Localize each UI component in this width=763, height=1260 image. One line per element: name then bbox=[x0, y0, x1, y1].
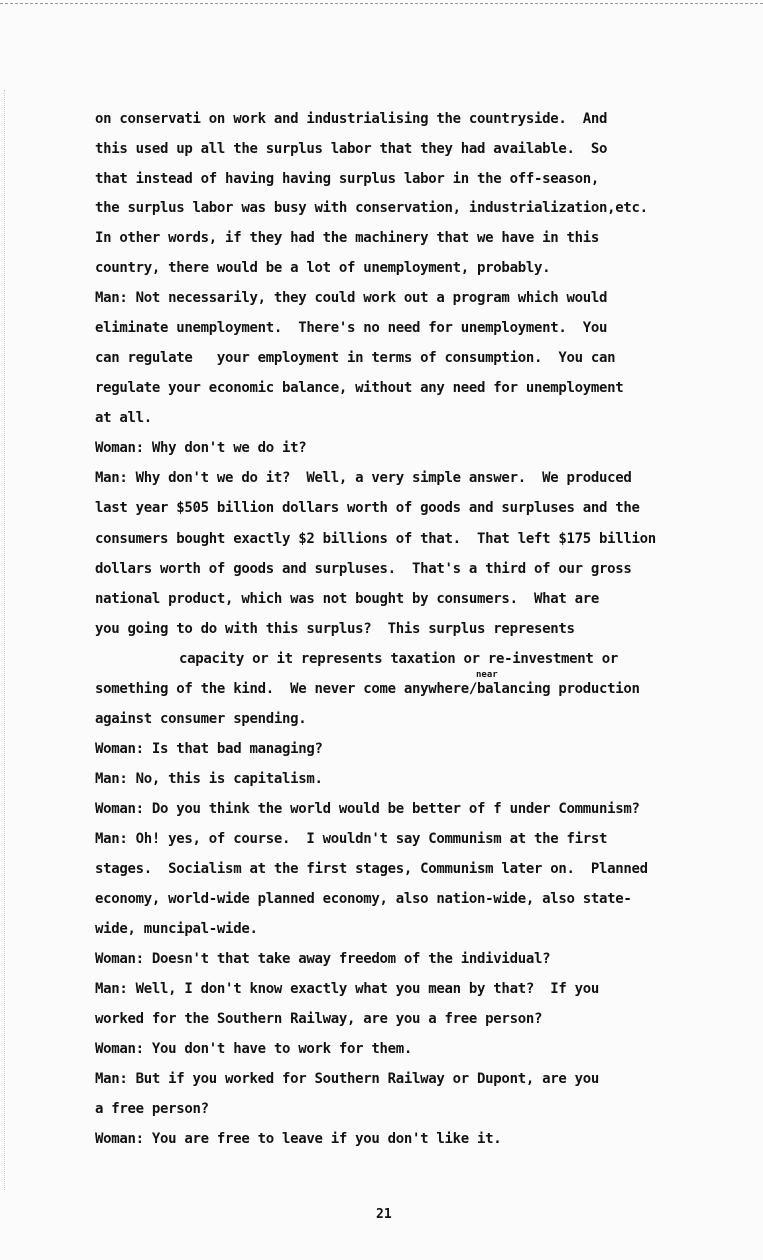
text-line: Woman: Doesn't that take away freedom of the individual? bbox=[95, 951, 551, 967]
text-line: dollars worth of goods and surpluses. That's a third of our gross bbox=[95, 561, 632, 577]
text-line: In other words, if they had the machinery that we have in this bbox=[95, 230, 599, 246]
text-line: on conservati on work and industrialising the countryside. And bbox=[95, 111, 608, 127]
text-line: Man: Not necessarily, they could work out a program which would bbox=[95, 290, 608, 306]
text-line: Man: Well, I don't know exactly what you mean by that? If you bbox=[95, 981, 599, 997]
text-line: national product, which was not bought by consumers. What are bbox=[95, 591, 599, 607]
text-line: Woman: Is that bad managing? bbox=[95, 741, 323, 757]
page-number: 21 bbox=[376, 1207, 392, 1222]
text-line: at all. bbox=[95, 410, 152, 426]
text-line: the surplus labor was busy with conservation, industrialization,etc. bbox=[95, 200, 648, 216]
text-line: can regulate your employment in terms of consumption. You can bbox=[95, 350, 616, 366]
text-line: a free person? bbox=[95, 1101, 209, 1117]
text-line: against consumer spending. bbox=[95, 711, 307, 727]
text-line: economy, world-wide planned economy, also nation-wide, also state- bbox=[95, 891, 632, 907]
text-line: that instead of having having surplus labor in the off-season, bbox=[95, 171, 599, 187]
text-line: stages. Socialism at the first stages, Communism later on. Planned bbox=[95, 861, 648, 877]
text-line: this used up all the surplus labor that they had available. So bbox=[95, 141, 608, 157]
text-line: Man: Why don't we do it? Well, a very simple answer. We produced bbox=[95, 470, 632, 486]
text-line: Man: Oh! yes, of course. I wouldn't say Communism at the first bbox=[95, 831, 608, 847]
text-line: Woman: You don't have to work for them. bbox=[95, 1041, 413, 1057]
text-line: capacity or it represents taxation or re-investment or bbox=[179, 651, 618, 667]
text-line: consumers bought exactly $2 billions of that. That left $175 billion bbox=[95, 531, 656, 547]
text-line: Man: But if you worked for Southern Railway or Dupont, are you bbox=[95, 1071, 599, 1087]
top-edge-rule bbox=[0, 3, 763, 4]
text-line: Woman: You are free to leave if you don't like it. bbox=[95, 1131, 502, 1147]
handwritten-insertion: near bbox=[476, 670, 498, 680]
text-line: worked for the Southern Railway, are you a free person? bbox=[95, 1011, 543, 1027]
text-line: wide, muncipal-wide. bbox=[95, 921, 258, 937]
text-line: eliminate unemployment. There's no need for unemployment. You bbox=[95, 320, 608, 336]
text-line: regulate your economic balance, without any need for unemployment bbox=[95, 380, 624, 396]
text-line: something of the kind. We never come anywhere/balancing production bbox=[95, 681, 640, 697]
text-line: you going to do with this surplus? This surplus represents bbox=[95, 621, 575, 637]
text-line: Man: No, this is capitalism. bbox=[95, 771, 323, 787]
text-line: country, there would be a lot of unemployment, probably. bbox=[95, 260, 551, 276]
text-line: Woman: Why don't we do it? bbox=[95, 440, 307, 456]
text-line: Woman: Do you think the world would be better of f under Communism? bbox=[95, 801, 640, 817]
left-margin-specks bbox=[4, 90, 7, 1190]
text-line: last year $505 billion dollars worth of goods and surpluses and the bbox=[95, 500, 640, 516]
